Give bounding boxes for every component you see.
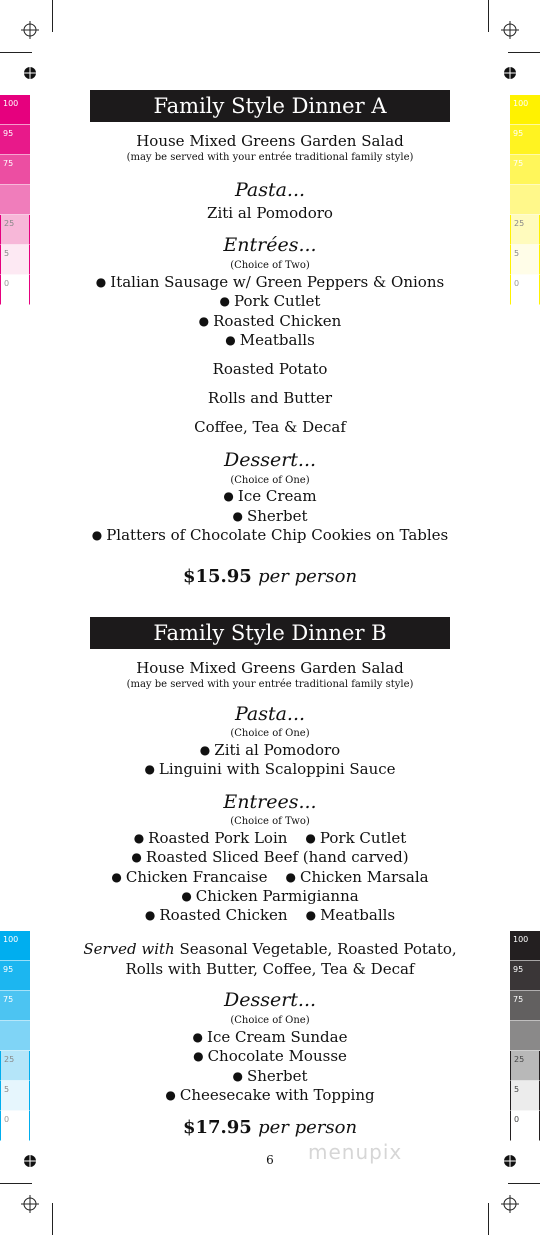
dinner-a-dessert-item: ● Ice Cream xyxy=(0,487,540,505)
dinner-a-dessert-note: (Choice of One) xyxy=(230,475,310,486)
color-swatch: 100 xyxy=(510,95,540,125)
color-swatch: 75 xyxy=(510,155,540,185)
dinner-a-entree-item: ● Italian Sausage w/ Green Peppers & Onions xyxy=(0,273,540,291)
dinner-a-side: Coffee, Tea & Decaf xyxy=(194,418,346,436)
dinner-a-dessert-item: ● Platters of Chocolate Chip Cookies on Tables xyxy=(0,526,540,544)
bullet-icon xyxy=(305,829,319,847)
dinner-a-salad-note: (may be served with your entrée traditional family style) xyxy=(126,152,414,163)
crop-mark xyxy=(52,1203,53,1235)
color-swatch xyxy=(510,185,540,215)
registration-dot-icon xyxy=(501,1152,519,1170)
dinner-b-dessert-item: ● Cheesecake with Topping xyxy=(0,1086,540,1104)
color-swatch: 0 xyxy=(510,275,540,305)
color-swatch: 5 xyxy=(0,245,30,275)
crop-mark xyxy=(52,0,53,32)
bullet-icon xyxy=(233,1067,247,1085)
color-swatch: 0 xyxy=(0,1111,30,1141)
color-swatch: 5 xyxy=(510,1081,540,1111)
dinner-a-side: Rolls and Butter xyxy=(207,389,333,407)
dinner-b-served-with-2: Rolls with Butter, Coffee, Tea & Decaf xyxy=(125,960,415,978)
color-swatch: 95 xyxy=(510,961,540,991)
registration-target-icon xyxy=(501,21,519,39)
color-swatch: 25 xyxy=(510,215,540,245)
dinner-b-salad: House Mixed Greens Garden Salad xyxy=(136,659,404,677)
color-swatch xyxy=(0,185,30,215)
page-number: 6 xyxy=(266,1153,274,1167)
bullet-icon xyxy=(286,868,300,886)
color-swatch: 25 xyxy=(510,1051,540,1081)
color-swatch: 95 xyxy=(510,125,540,155)
dinner-b-pasta-note: (Choice of One) xyxy=(230,728,310,739)
crop-mark xyxy=(0,1183,32,1184)
dinner-a-entree-item: ● Meatballs xyxy=(0,331,540,349)
bullet-icon xyxy=(223,487,237,505)
color-swatch: 100 xyxy=(510,931,540,961)
bullet-icon xyxy=(225,331,239,349)
dinner-a-entree-item: ● Roasted Chicken xyxy=(0,312,540,330)
dinner-b-dessert-heading: Dessert... xyxy=(223,989,317,1011)
color-swatch xyxy=(0,1021,30,1051)
dinner-b-dessert-note: (Choice of One) xyxy=(230,1015,310,1026)
bullet-icon xyxy=(306,906,320,924)
dinner-b-entrees-heading: Entrees... xyxy=(223,791,317,813)
dinner-b-price: $17.95 per person xyxy=(182,1117,358,1138)
dinner-a-entrees-note: (Choice of Two) xyxy=(230,260,310,271)
dinner-b-pasta-item: ● Ziti al Pomodoro xyxy=(0,741,540,759)
dinner-b-salad-note: (may be served with your entrée traditional family style) xyxy=(126,679,414,690)
bullet-icon xyxy=(199,312,213,330)
watermark-logo: menupix xyxy=(308,1140,403,1164)
dinner-a-title: Family Style Dinner A xyxy=(90,90,450,122)
dinner-a-dessert-heading: Dessert... xyxy=(223,449,317,471)
registration-target-icon xyxy=(21,1195,39,1213)
registration-target-icon xyxy=(501,1195,519,1213)
crop-mark xyxy=(508,1183,540,1184)
registration-dot-icon xyxy=(501,64,519,82)
bullet-icon xyxy=(165,1086,179,1104)
color-swatch: 75 xyxy=(510,991,540,1021)
color-swatch: 25 xyxy=(0,1051,30,1081)
color-swatch: 5 xyxy=(0,1081,30,1111)
dinner-b-served-with: Served with Seasonal Vegetable, Roasted Potato, xyxy=(83,940,457,958)
color-swatch: 95 xyxy=(0,961,30,991)
dinner-a-salad: House Mixed Greens Garden Salad xyxy=(136,132,404,150)
bullet-icon xyxy=(181,887,195,905)
bullet-icon xyxy=(134,829,148,847)
color-swatch: 25 xyxy=(0,215,30,245)
dinner-b-entree-row: ● Roasted Sliced Beef (hand carved) xyxy=(0,848,540,866)
bullet-icon xyxy=(144,760,158,778)
bullet-icon xyxy=(220,292,234,310)
bullet-icon xyxy=(193,1028,207,1046)
dinner-b-title: Family Style Dinner B xyxy=(90,617,450,649)
dinner-a-entree-item: ● Pork Cutlet xyxy=(0,292,540,310)
registration-target-icon xyxy=(21,21,39,39)
color-swatch xyxy=(510,1021,540,1051)
cyan-color-strip xyxy=(0,931,30,1141)
dinner-b-dessert-item: ● Chocolate Mousse xyxy=(0,1047,540,1065)
dinner-b-dessert-item: ● Sherbet xyxy=(0,1067,540,1085)
bullet-icon xyxy=(200,741,214,759)
dinner-b-entree-row: ● Roasted Pork Loin● Pork Cutlet xyxy=(0,829,540,847)
dinner-b-entree-row: ● Chicken Francaise● Chicken Marsala xyxy=(0,868,540,886)
black-color-strip xyxy=(510,931,540,1141)
color-swatch: 95 xyxy=(0,125,30,155)
color-swatch: 0 xyxy=(0,275,30,305)
bullet-icon xyxy=(131,848,145,866)
color-swatch: 100 xyxy=(0,931,30,961)
dinner-a-pasta-heading: Pasta... xyxy=(234,179,306,201)
bullet-icon xyxy=(92,526,106,544)
bullet-icon xyxy=(111,868,125,886)
color-swatch: 75 xyxy=(0,991,30,1021)
bullet-icon xyxy=(233,507,247,525)
crop-mark xyxy=(508,52,540,53)
dinner-b-pasta-item: ● Linguini with Scaloppini Sauce xyxy=(0,760,540,778)
registration-dot-icon xyxy=(21,1152,39,1170)
dinner-a-pasta-item: Ziti al Pomodoro xyxy=(207,204,333,222)
dinner-a-price: $15.95 per person xyxy=(182,566,358,587)
bullet-icon xyxy=(96,273,110,291)
yellow-color-strip xyxy=(510,95,540,305)
color-swatch: 0 xyxy=(510,1111,540,1141)
magenta-color-strip xyxy=(0,95,30,305)
dinner-b-dessert-item: ● Ice Cream Sundae xyxy=(0,1028,540,1046)
crop-mark xyxy=(0,52,32,53)
dinner-a-dessert-item: ● Sherbet xyxy=(0,507,540,525)
color-swatch: 100 xyxy=(0,95,30,125)
dinner-b-entrees-note: (Choice of Two) xyxy=(230,816,310,827)
crop-mark xyxy=(488,1203,489,1235)
bullet-icon xyxy=(193,1047,207,1065)
dinner-b-entree-row: ● Chicken Parmigianna xyxy=(0,887,540,905)
bullet-icon xyxy=(145,906,159,924)
registration-dot-icon xyxy=(21,64,39,82)
crop-mark xyxy=(488,0,489,32)
dinner-a-entrees-heading: Entrées... xyxy=(223,234,317,256)
color-swatch: 75 xyxy=(0,155,30,185)
color-swatch: 5 xyxy=(510,245,540,275)
dinner-b-entree-row: ● Roasted Chicken● Meatballs xyxy=(0,906,540,924)
dinner-b-pasta-heading: Pasta... xyxy=(234,703,306,725)
dinner-a-side: Roasted Potato xyxy=(212,360,328,378)
